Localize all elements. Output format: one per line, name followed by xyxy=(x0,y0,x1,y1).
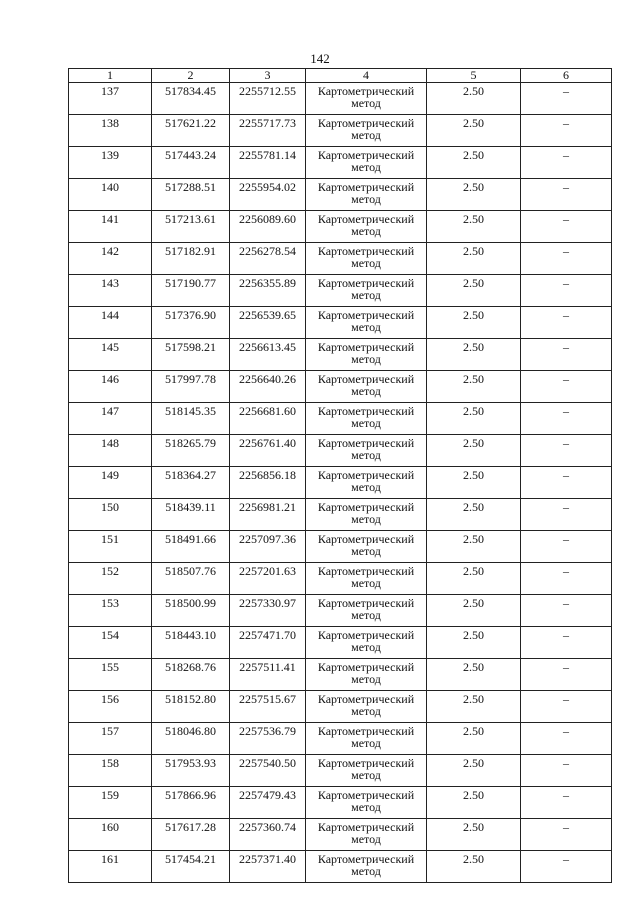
method-line-2: метод xyxy=(351,832,381,846)
table-row xyxy=(69,499,612,531)
method-cell xyxy=(306,275,427,307)
x-coordinate-cell: 518145.35 xyxy=(152,403,230,435)
x-coordinate-cell: 518268.76 xyxy=(152,659,230,691)
header-row xyxy=(69,69,612,83)
x-coordinate-cell: 518500.99 xyxy=(152,595,230,627)
note-cell: – xyxy=(521,467,612,499)
note-cell: – xyxy=(521,531,612,563)
x-coordinate-cell: 517621.22 xyxy=(152,115,230,147)
method-line-1: Картометрический xyxy=(317,244,415,258)
method-cell xyxy=(306,755,427,787)
table-row xyxy=(69,595,612,627)
accuracy-cell: 2.50 xyxy=(427,275,521,307)
note-cell: – xyxy=(521,819,612,851)
x-coordinate-cell: 517376.90 xyxy=(152,307,230,339)
method-line-1: Картометрический xyxy=(317,820,415,834)
y-coordinate-cell: 2256539.65 xyxy=(230,307,306,339)
accuracy-cell: 2.50 xyxy=(427,115,521,147)
point-number-cell: 153 xyxy=(69,595,152,627)
y-coordinate-cell: 2257201.63 xyxy=(230,563,306,595)
method-cell xyxy=(306,371,427,403)
note-cell: – xyxy=(521,243,612,275)
point-number-cell: 156 xyxy=(69,691,152,723)
method-line-1: Картометрический xyxy=(317,436,415,450)
method-line-1: Картометрический xyxy=(317,180,415,194)
accuracy-cell: 2.50 xyxy=(427,723,521,755)
accuracy-cell: 2.50 xyxy=(427,691,521,723)
note-cell: – xyxy=(521,595,612,627)
method-cell xyxy=(306,243,427,275)
y-coordinate-cell: 2255712.55 xyxy=(230,83,306,115)
method-line-2: метод xyxy=(351,128,381,142)
note-cell: – xyxy=(521,659,612,691)
point-number-cell: 150 xyxy=(69,499,152,531)
point-number-cell: 139 xyxy=(69,147,152,179)
table-row xyxy=(69,659,612,691)
table-row xyxy=(69,83,612,115)
method-line-1: Картометрический xyxy=(317,788,415,802)
accuracy-cell: 2.50 xyxy=(427,371,521,403)
table-row xyxy=(69,787,612,819)
note-cell: – xyxy=(521,179,612,211)
y-coordinate-cell: 2256856.18 xyxy=(230,467,306,499)
x-coordinate-cell: 517953.93 xyxy=(152,755,230,787)
accuracy-cell: 2.50 xyxy=(427,499,521,531)
point-number-cell: 144 xyxy=(69,307,152,339)
accuracy-cell: 2.50 xyxy=(427,147,521,179)
note-cell: – xyxy=(521,115,612,147)
point-number-cell: 141 xyxy=(69,211,152,243)
method-line-1: Картометрический xyxy=(317,596,415,610)
method-line-2: метод xyxy=(351,544,381,558)
point-number-cell: 161 xyxy=(69,851,152,883)
y-coordinate-cell: 2256613.45 xyxy=(230,339,306,371)
point-number-cell: 146 xyxy=(69,371,152,403)
method-cell xyxy=(306,147,427,179)
x-coordinate-cell: 517288.51 xyxy=(152,179,230,211)
note-cell: – xyxy=(521,723,612,755)
note-cell: – xyxy=(521,755,612,787)
y-coordinate-cell: 2257515.67 xyxy=(230,691,306,723)
method-cell xyxy=(306,435,427,467)
method-line-2: метод xyxy=(351,480,381,494)
x-coordinate-cell: 518507.76 xyxy=(152,563,230,595)
point-number-cell: 140 xyxy=(69,179,152,211)
table-row xyxy=(69,211,612,243)
accuracy-cell: 2.50 xyxy=(427,403,521,435)
method-cell xyxy=(306,115,427,147)
method-line-2: метод xyxy=(351,160,381,174)
column-header: 4 xyxy=(306,69,427,83)
x-coordinate-cell: 518443.10 xyxy=(152,627,230,659)
point-number-cell: 160 xyxy=(69,819,152,851)
accuracy-cell: 2.50 xyxy=(427,467,521,499)
method-cell xyxy=(306,819,427,851)
y-coordinate-cell: 2255717.73 xyxy=(230,115,306,147)
accuracy-cell: 2.50 xyxy=(427,659,521,691)
accuracy-cell: 2.50 xyxy=(427,851,521,883)
point-number-cell: 149 xyxy=(69,467,152,499)
point-number-cell: 145 xyxy=(69,339,152,371)
method-cell xyxy=(306,563,427,595)
method-cell xyxy=(306,83,427,115)
note-cell: – xyxy=(521,147,612,179)
table-row xyxy=(69,435,612,467)
method-cell xyxy=(306,723,427,755)
table-row xyxy=(69,147,612,179)
x-coordinate-cell: 517834.45 xyxy=(152,83,230,115)
accuracy-cell: 2.50 xyxy=(427,819,521,851)
accuracy-cell: 2.50 xyxy=(427,339,521,371)
x-coordinate-cell: 518439.11 xyxy=(152,499,230,531)
y-coordinate-cell: 2255954.02 xyxy=(230,179,306,211)
method-line-1: Картометрический xyxy=(317,532,415,546)
accuracy-cell: 2.50 xyxy=(427,531,521,563)
page-number: 142 xyxy=(310,51,330,66)
column-header: 5 xyxy=(427,69,521,83)
method-line-2: метод xyxy=(351,320,381,334)
method-line-2: метод xyxy=(351,864,381,878)
method-line-2: метод xyxy=(351,448,381,462)
method-line-2: метод xyxy=(351,256,381,270)
note-cell: – xyxy=(521,403,612,435)
method-cell xyxy=(306,531,427,563)
method-line-1: Картометрический xyxy=(317,724,415,738)
point-number-cell: 143 xyxy=(69,275,152,307)
method-cell xyxy=(306,851,427,883)
accuracy-cell: 2.50 xyxy=(427,627,521,659)
note-cell: – xyxy=(521,787,612,819)
y-coordinate-cell: 2255781.14 xyxy=(230,147,306,179)
method-line-2: метод xyxy=(351,192,381,206)
method-line-2: метод xyxy=(351,768,381,782)
y-coordinate-cell: 2257511.41 xyxy=(230,659,306,691)
note-cell: – xyxy=(521,499,612,531)
y-coordinate-cell: 2257330.97 xyxy=(230,595,306,627)
method-line-1: Картометрический xyxy=(317,148,415,162)
table-row xyxy=(69,371,612,403)
note-cell: – xyxy=(521,307,612,339)
x-coordinate-cell: 517190.77 xyxy=(152,275,230,307)
y-coordinate-cell: 2256681.60 xyxy=(230,403,306,435)
table-row xyxy=(69,723,612,755)
note-cell: – xyxy=(521,563,612,595)
column-header: 2 xyxy=(152,69,230,83)
method-line-1: Картометрический xyxy=(317,756,415,770)
accuracy-cell: 2.50 xyxy=(427,307,521,339)
table-row xyxy=(69,851,612,883)
method-line-1: Картометрический xyxy=(317,692,415,706)
method-cell xyxy=(306,595,427,627)
table-row xyxy=(69,563,612,595)
y-coordinate-cell: 2257360.74 xyxy=(230,819,306,851)
note-cell: – xyxy=(521,627,612,659)
y-coordinate-cell: 2256981.21 xyxy=(230,499,306,531)
note-cell: – xyxy=(521,371,612,403)
method-line-2: метод xyxy=(351,416,381,430)
method-line-1: Картометрический xyxy=(317,404,415,418)
column-header: 1 xyxy=(69,69,152,83)
note-cell: – xyxy=(521,851,612,883)
accuracy-cell: 2.50 xyxy=(427,595,521,627)
x-coordinate-cell: 518364.27 xyxy=(152,467,230,499)
point-number-cell: 151 xyxy=(69,531,152,563)
method-line-1: Картометрический xyxy=(317,212,415,226)
x-coordinate-cell: 517997.78 xyxy=(152,371,230,403)
y-coordinate-cell: 2256640.26 xyxy=(230,371,306,403)
x-coordinate-cell: 518046.80 xyxy=(152,723,230,755)
method-line-1: Картометрический xyxy=(317,468,415,482)
method-line-1: Картометрический xyxy=(317,564,415,578)
method-line-2: метод xyxy=(351,704,381,718)
method-line-2: метод xyxy=(351,384,381,398)
note-cell: – xyxy=(521,691,612,723)
method-cell xyxy=(306,499,427,531)
accuracy-cell: 2.50 xyxy=(427,179,521,211)
table-row xyxy=(69,115,612,147)
y-coordinate-cell: 2256278.54 xyxy=(230,243,306,275)
coordinates-table xyxy=(68,68,612,883)
point-number-cell: 159 xyxy=(69,787,152,819)
method-line-1: Картометрический xyxy=(317,276,415,290)
point-number-cell: 138 xyxy=(69,115,152,147)
method-line-1: Картометрический xyxy=(317,340,415,354)
accuracy-cell: 2.50 xyxy=(427,435,521,467)
note-cell: – xyxy=(521,83,612,115)
point-number-cell: 142 xyxy=(69,243,152,275)
y-coordinate-cell: 2257371.40 xyxy=(230,851,306,883)
method-line-1: Картометрический xyxy=(317,116,415,130)
accuracy-cell: 2.50 xyxy=(427,211,521,243)
method-cell xyxy=(306,627,427,659)
method-line-2: метод xyxy=(351,352,381,366)
point-number-cell: 155 xyxy=(69,659,152,691)
method-cell xyxy=(306,787,427,819)
method-line-1: Картометрический xyxy=(317,852,415,866)
note-cell: – xyxy=(521,275,612,307)
table-row xyxy=(69,307,612,339)
method-line-2: метод xyxy=(351,608,381,622)
table-row xyxy=(69,627,612,659)
accuracy-cell: 2.50 xyxy=(427,563,521,595)
y-coordinate-cell: 2257540.50 xyxy=(230,755,306,787)
method-line-2: метод xyxy=(351,672,381,686)
table-row xyxy=(69,467,612,499)
method-line-1: Картометрический xyxy=(317,308,415,322)
table-row xyxy=(69,179,612,211)
accuracy-cell: 2.50 xyxy=(427,755,521,787)
x-coordinate-cell: 518265.79 xyxy=(152,435,230,467)
x-coordinate-cell: 517213.61 xyxy=(152,211,230,243)
point-number-cell: 158 xyxy=(69,755,152,787)
method-line-2: метод xyxy=(351,288,381,302)
point-number-cell: 157 xyxy=(69,723,152,755)
method-cell xyxy=(306,211,427,243)
table-row xyxy=(69,243,612,275)
table-row xyxy=(69,691,612,723)
method-line-2: метод xyxy=(351,576,381,590)
method-line-1: Картометрический xyxy=(317,660,415,674)
column-header: 6 xyxy=(521,69,612,83)
y-coordinate-cell: 2256089.60 xyxy=(230,211,306,243)
x-coordinate-cell: 517617.28 xyxy=(152,819,230,851)
table-row xyxy=(69,755,612,787)
point-number-cell: 148 xyxy=(69,435,152,467)
x-coordinate-cell: 518491.66 xyxy=(152,531,230,563)
method-cell xyxy=(306,659,427,691)
y-coordinate-cell: 2256761.40 xyxy=(230,435,306,467)
method-line-2: метод xyxy=(351,736,381,750)
method-line-1: Картометрический xyxy=(317,500,415,514)
x-coordinate-cell: 517182.91 xyxy=(152,243,230,275)
method-line-2: метод xyxy=(351,640,381,654)
method-cell xyxy=(306,691,427,723)
table-row xyxy=(69,531,612,563)
point-number-cell: 137 xyxy=(69,83,152,115)
point-number-cell: 154 xyxy=(69,627,152,659)
accuracy-cell: 2.50 xyxy=(427,243,521,275)
note-cell: – xyxy=(521,211,612,243)
table-row xyxy=(69,403,612,435)
x-coordinate-cell: 517454.21 xyxy=(152,851,230,883)
accuracy-cell: 2.50 xyxy=(427,83,521,115)
method-cell xyxy=(306,179,427,211)
table-row xyxy=(69,819,612,851)
y-coordinate-cell: 2256355.89 xyxy=(230,275,306,307)
note-cell: – xyxy=(521,339,612,371)
note-cell: – xyxy=(521,435,612,467)
x-coordinate-cell: 517866.96 xyxy=(152,787,230,819)
method-line-2: метод xyxy=(351,800,381,814)
y-coordinate-cell: 2257097.36 xyxy=(230,531,306,563)
x-coordinate-cell: 517443.24 xyxy=(152,147,230,179)
accuracy-cell: 2.50 xyxy=(427,787,521,819)
method-line-1: Картометрический xyxy=(317,628,415,642)
point-number-cell: 147 xyxy=(69,403,152,435)
method-line-2: метод xyxy=(351,224,381,238)
point-number-cell: 152 xyxy=(69,563,152,595)
column-header: 3 xyxy=(230,69,306,83)
method-cell xyxy=(306,403,427,435)
method-line-2: метод xyxy=(351,512,381,526)
y-coordinate-cell: 2257536.79 xyxy=(230,723,306,755)
table-row xyxy=(69,275,612,307)
x-coordinate-cell: 518152.80 xyxy=(152,691,230,723)
method-line-2: метод xyxy=(351,96,381,110)
method-cell xyxy=(306,467,427,499)
method-cell xyxy=(306,307,427,339)
method-line-1: Картометрический xyxy=(317,372,415,386)
table-row xyxy=(69,339,612,371)
method-cell xyxy=(306,339,427,371)
x-coordinate-cell: 517598.21 xyxy=(152,339,230,371)
method-line-1: Картометрический xyxy=(317,84,415,98)
y-coordinate-cell: 2257471.70 xyxy=(230,627,306,659)
y-coordinate-cell: 2257479.43 xyxy=(230,787,306,819)
